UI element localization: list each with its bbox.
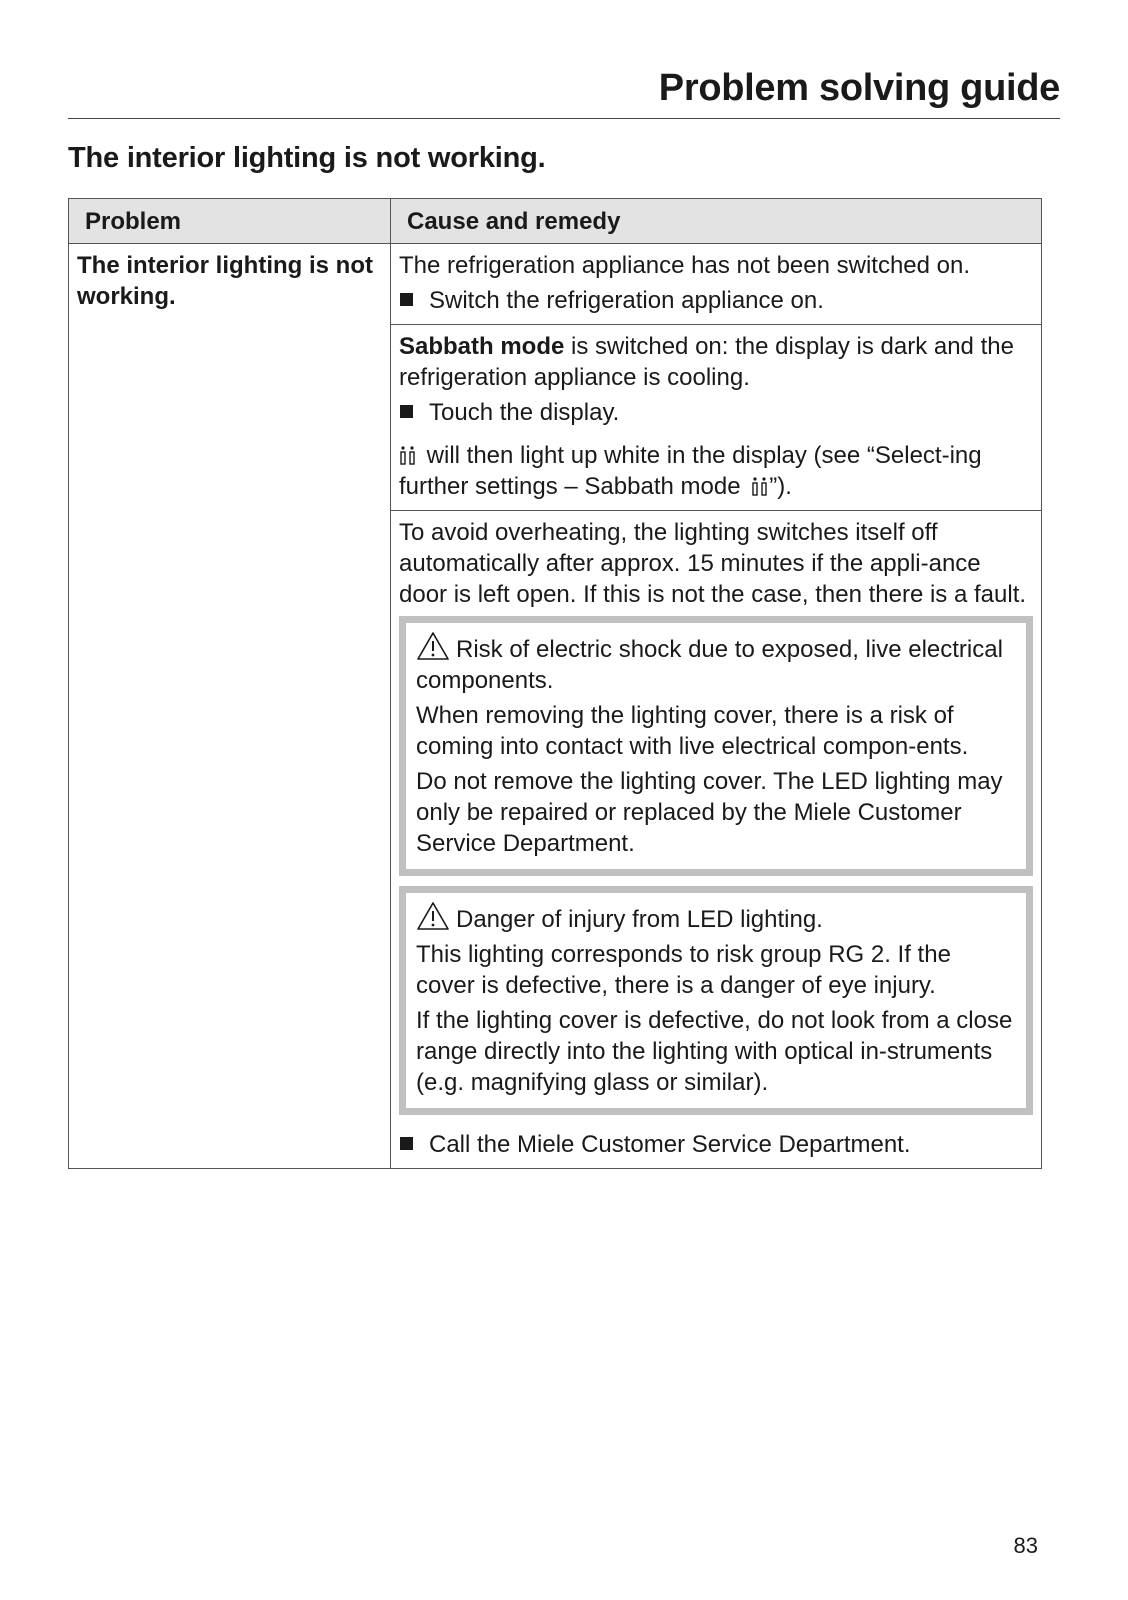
sabbath-mode-icon <box>751 476 769 496</box>
bullet-square-icon <box>400 293 413 306</box>
table-row <box>69 244 1042 325</box>
warning-triangle-icon <box>416 901 450 931</box>
cause-text: Sabbath mode is switched on: the display is dark and the refrigeration appliance is cooling. <box>399 333 1014 391</box>
warning-box-led-injury <box>399 886 1033 1115</box>
column-header-problem: Problem <box>69 199 391 244</box>
sabbath-mode-icon <box>399 445 417 465</box>
bullet-square-icon <box>400 405 413 418</box>
warning-body: This lighting corresponds to risk group RG 2. If the cover is defective, there is a danger of eye injury. <box>416 941 951 999</box>
sabbath-mode-label: Sabbath mode <box>399 333 565 360</box>
warning-body: When removing the lighting cover, there is a risk of coming into contact with live electrical compon-ents. <box>416 702 969 760</box>
problem-table <box>68 198 1042 1169</box>
remedy-step <box>399 285 1033 316</box>
remedy-step-text: Touch the display. <box>429 399 620 426</box>
section-title: The interior lighting is not working. <box>68 142 546 174</box>
remedy-step-text: Call the Miele Customer Service Department. <box>429 1131 911 1158</box>
warning-heading: Danger of injury from LED lighting. <box>416 901 1014 935</box>
remedy-step-text: Switch the refrigeration appliance on. <box>429 287 824 314</box>
cause-cell-1 <box>391 244 1042 325</box>
cause-cell-2 <box>391 325 1042 511</box>
warning-triangle-icon <box>416 631 450 661</box>
cause-cell-3 <box>391 511 1042 1169</box>
bullet-square-icon <box>400 1137 413 1150</box>
remedy-step <box>399 1129 1033 1160</box>
warning-box-electric-shock <box>399 616 1033 876</box>
warning-heading: Risk of electric shock due to exposed, live electrical components. <box>416 631 1014 696</box>
sabbath-note: will then light up white in the display (see “Select-ing further settings – Sabbath mode ”). <box>399 442 982 500</box>
warning-instruction: Do not remove the lighting cover. The LED lighting may only be repaired or replaced by the Miele Customer Service Department. <box>416 768 1003 857</box>
cause-text: To avoid overheating, the lighting switches itself off automatically after approx. 15 minutes if the appli-ance door is left open. If this is not the case, then there is a fault. <box>399 519 1027 608</box>
page-header <box>68 62 1060 119</box>
problem-cell: The interior lighting is not working. <box>69 244 391 1169</box>
warning-instruction: If the lighting cover is defective, do not look from a close range directly into the lighting with optical in-struments (e.g. magnifying glass or similar). <box>416 1007 1013 1096</box>
table-header-row <box>69 199 1042 244</box>
remedy-step <box>399 397 1033 428</box>
page-number: 83 <box>1013 1533 1038 1558</box>
column-header-cause: Cause and remedy <box>391 199 1042 244</box>
page-title: Problem solving guide <box>658 67 1060 109</box>
cause-text: The refrigeration appliance has not been switched on. <box>399 252 971 279</box>
